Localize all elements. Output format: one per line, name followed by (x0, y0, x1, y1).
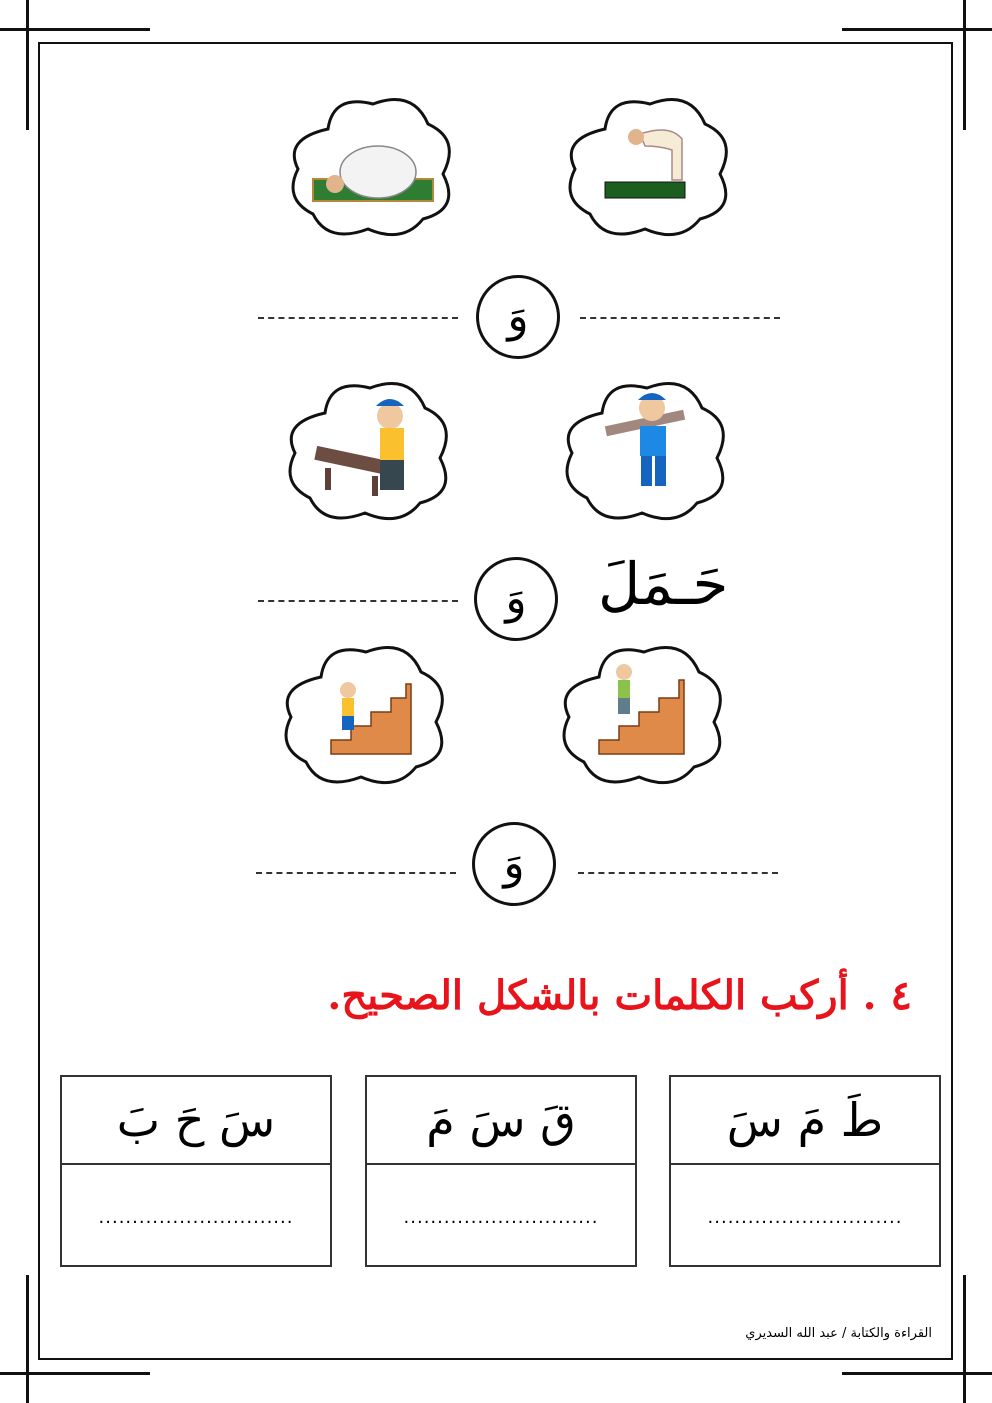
connector-waw: وَ (476, 275, 560, 359)
corner-mark (963, 0, 966, 130)
section-title: ٤ . أركب الكلمات بالشكل الصحيح. (327, 972, 912, 1019)
picture-cloud (276, 632, 456, 792)
connector-waw: وَ (472, 822, 556, 906)
picture-cloud (554, 632, 734, 792)
footer-credit: القراءة والكتابة / عبد الله السديري (745, 1326, 932, 1341)
corner-mark (26, 1275, 29, 1403)
answer-line-left[interactable] (258, 600, 458, 602)
word-box (365, 1075, 637, 1267)
corner-mark (842, 28, 992, 31)
corner-mark (963, 1275, 966, 1403)
scrambled-letters: طَ مَ سَ (671, 1077, 939, 1165)
word-box (669, 1075, 941, 1267)
picture-cloud (560, 84, 740, 244)
answer-line-left[interactable] (256, 872, 456, 874)
picture-cloud (283, 84, 463, 244)
picture-cloud (557, 368, 737, 528)
scrambled-letters: قَ سَ مَ (367, 1077, 635, 1165)
corner-mark (26, 0, 29, 130)
answer-field[interactable]: ............................. (98, 1206, 294, 1228)
example-verb: حَـمَلَ (598, 550, 729, 618)
corner-mark (842, 1372, 992, 1375)
answer-field[interactable]: ............................. (403, 1206, 599, 1228)
answer-line-left[interactable] (258, 317, 458, 319)
answer-field[interactable]: ............................. (707, 1206, 903, 1228)
answer-line-right[interactable] (578, 872, 778, 874)
corner-mark (0, 28, 150, 31)
scrambled-letters: سَ حَ بَ (62, 1077, 330, 1165)
answer-line-right[interactable] (580, 317, 780, 319)
corner-mark (0, 1372, 150, 1375)
word-box (60, 1075, 332, 1267)
connector-waw: وَ (474, 557, 558, 641)
picture-cloud (280, 368, 460, 528)
